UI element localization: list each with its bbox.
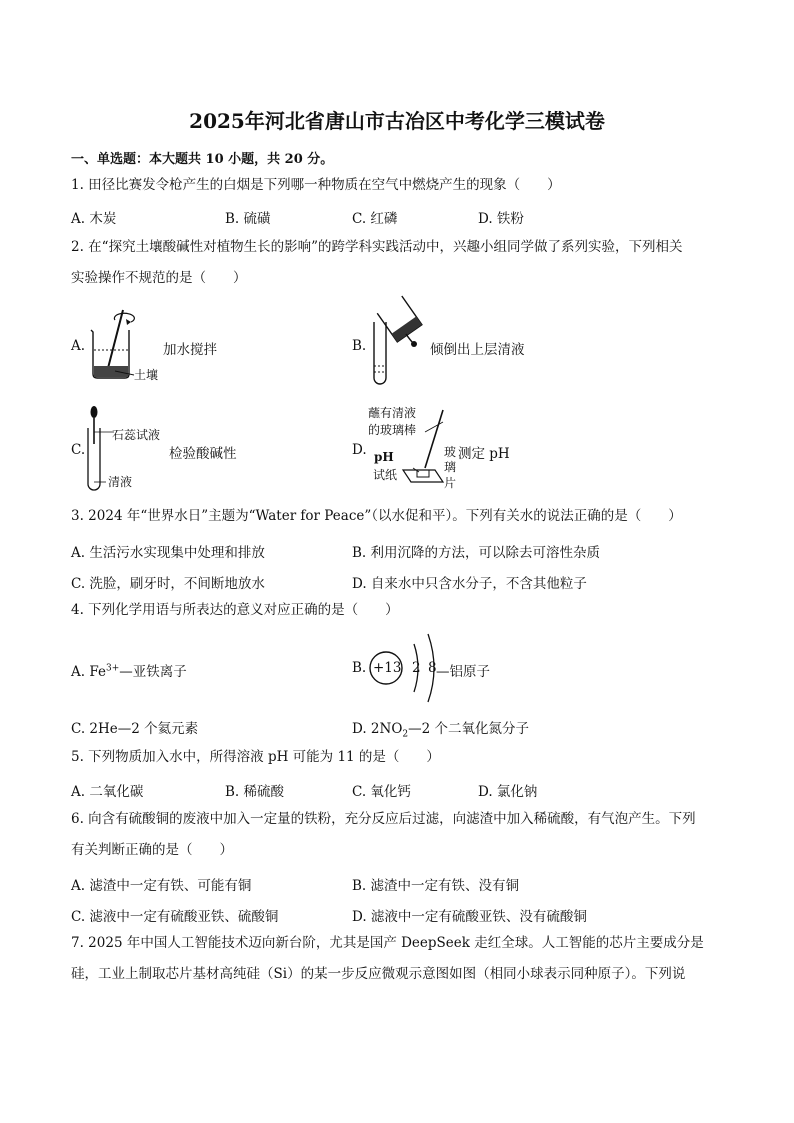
question-7-stem-line2: 硅，工业上制取芯片基材高纯硅（Si）的某一步反应微观示意图如图（相同小球表示同种原子）。下列说	[71, 966, 686, 982]
question-4-option-b-letter: B.	[352, 660, 367, 676]
litmus-label: 石蕊试液	[112, 428, 161, 442]
question-6-option-b: B. 滤渣中一定有铁、没有铜	[352, 878, 520, 894]
question-1-option-b: B. 硫磺	[225, 211, 271, 227]
question-2-option-b-letter: B.	[352, 338, 367, 354]
question-2-option-a-text: 加水搅拌	[163, 342, 217, 358]
ph-paper-label-1: pH	[374, 450, 394, 464]
question-6-stem-line1: 6. 向含有硫酸铜的废液中加入一定量的铁粉，充分反应后过滤，向滤渣中加入稀硫酸，有气泡产生。下列	[71, 811, 696, 827]
question-2-option-c-text: 检验酸碱性	[169, 446, 237, 462]
atom-nucleus-charge: +13	[373, 660, 402, 676]
glass-label-3: 片	[444, 476, 457, 490]
question-5-stem: 5. 下列物质加入水中，所得溶液 pH 可能为 11 的是（ ）	[71, 749, 440, 765]
question-5-option-a: A. 二氧化碳	[71, 784, 144, 800]
section-heading: 一、单选题：本大题共 10 小题，共 20 分。	[71, 152, 334, 167]
rod-label-line1: 蘸有清液	[368, 406, 417, 420]
glass-label-1: 玻	[444, 445, 457, 459]
question-4-option-c: C. 2He—2 个氦元素	[71, 721, 199, 737]
question-6-option-d: D. 滤液中一定有硫酸亚铁、没有硫酸铜	[352, 909, 587, 925]
atom-shell-2-electrons: 8	[428, 660, 437, 676]
question-7-stem-line1: 7. 2025 年中国人工智能技术迈向新台阶，尤其是国产 DeepSeek 走红全球。人工智能的芯片主要成分是	[71, 935, 704, 951]
clear-liquid-label: 清液	[108, 475, 133, 489]
soil-label: 土壤	[134, 368, 159, 382]
question-4-stem: 4. 下列化学用语与所表达的意义对应正确的是（ ）	[71, 602, 399, 618]
question-2-option-a-letter: A.	[71, 338, 86, 354]
question-3-option-b: B. 利用沉降的方法，可以除去可溶性杂质	[352, 545, 601, 561]
question-3-stem: 3. 2024 年“世界水日”主题为“Water for Peace”（以水促和平）。下列有关水的说法正确的是（ ）	[71, 508, 682, 524]
question-2-option-b-text: 倾倒出上层清液	[430, 342, 525, 358]
question-1-option-a: A. 木炭	[71, 211, 117, 227]
question-5-option-b: B. 稀硫酸	[225, 784, 285, 800]
question-4-option-a: A. $Fe^{3+}—$亚铁离子	[71, 663, 187, 680]
question-6-stem-line2: 有关判断正确的是（ ）	[71, 842, 233, 858]
pouring-liquid-figure	[366, 296, 426, 391]
rod-label-line2: 的玻璃棒	[368, 423, 417, 437]
question-6-option-a: A. 滤渣中一定有铁、可能有铜	[71, 878, 252, 894]
question-5-option-d: D. 氯化钠	[478, 784, 538, 800]
question-1-stem: 1. 田径比赛发令枪产生的白烟是下列哪一种物质在空气中燃烧产生的现象（ ）	[71, 177, 561, 193]
question-1-option-c: C. 红磷	[352, 211, 398, 227]
question-4-option-b-meaning: —铝原子	[436, 664, 490, 680]
question-3-option-a: A. 生活污水实现集中处理和排放	[71, 545, 265, 561]
question-2-stem-line2: 实验操作不规范的是（ ）	[71, 270, 247, 286]
question-5-option-c: C. 氧化钙	[352, 784, 411, 800]
question-3-option-c: C. 洗脸，刷牙时，不间断地放水	[71, 576, 265, 592]
question-1-option-d: D. 铁粉	[478, 211, 524, 227]
question-6-option-c: C. 滤液中一定有硫酸亚铁、硫酸铜	[71, 909, 279, 925]
question-2-option-d-letter: D.	[352, 442, 367, 458]
question-2-option-c-letter: C.	[71, 442, 86, 458]
page-title: 2025年河北省唐山市古冶区中考化学三模试卷	[189, 109, 605, 133]
atom-shell-1-electrons: 2	[412, 660, 421, 676]
ph-paper-label-2: 试纸	[373, 468, 398, 482]
question-3-option-d: D. 自来水中只含水分子，不含其他粒子	[352, 576, 587, 592]
question-2-stem-line1: 2. 在“探究土壤酸碱性对植物生长的影响”的跨学科实践活动中，兴趣小组同学做了系列实验，下列相关	[71, 239, 683, 255]
glass-label-2: 璃	[444, 460, 457, 474]
question-2-option-d-text: 测定 pH	[458, 446, 510, 462]
question-4-option-d: D. $2NO_2—2$ 个二氧化氮分子	[352, 721, 530, 740]
